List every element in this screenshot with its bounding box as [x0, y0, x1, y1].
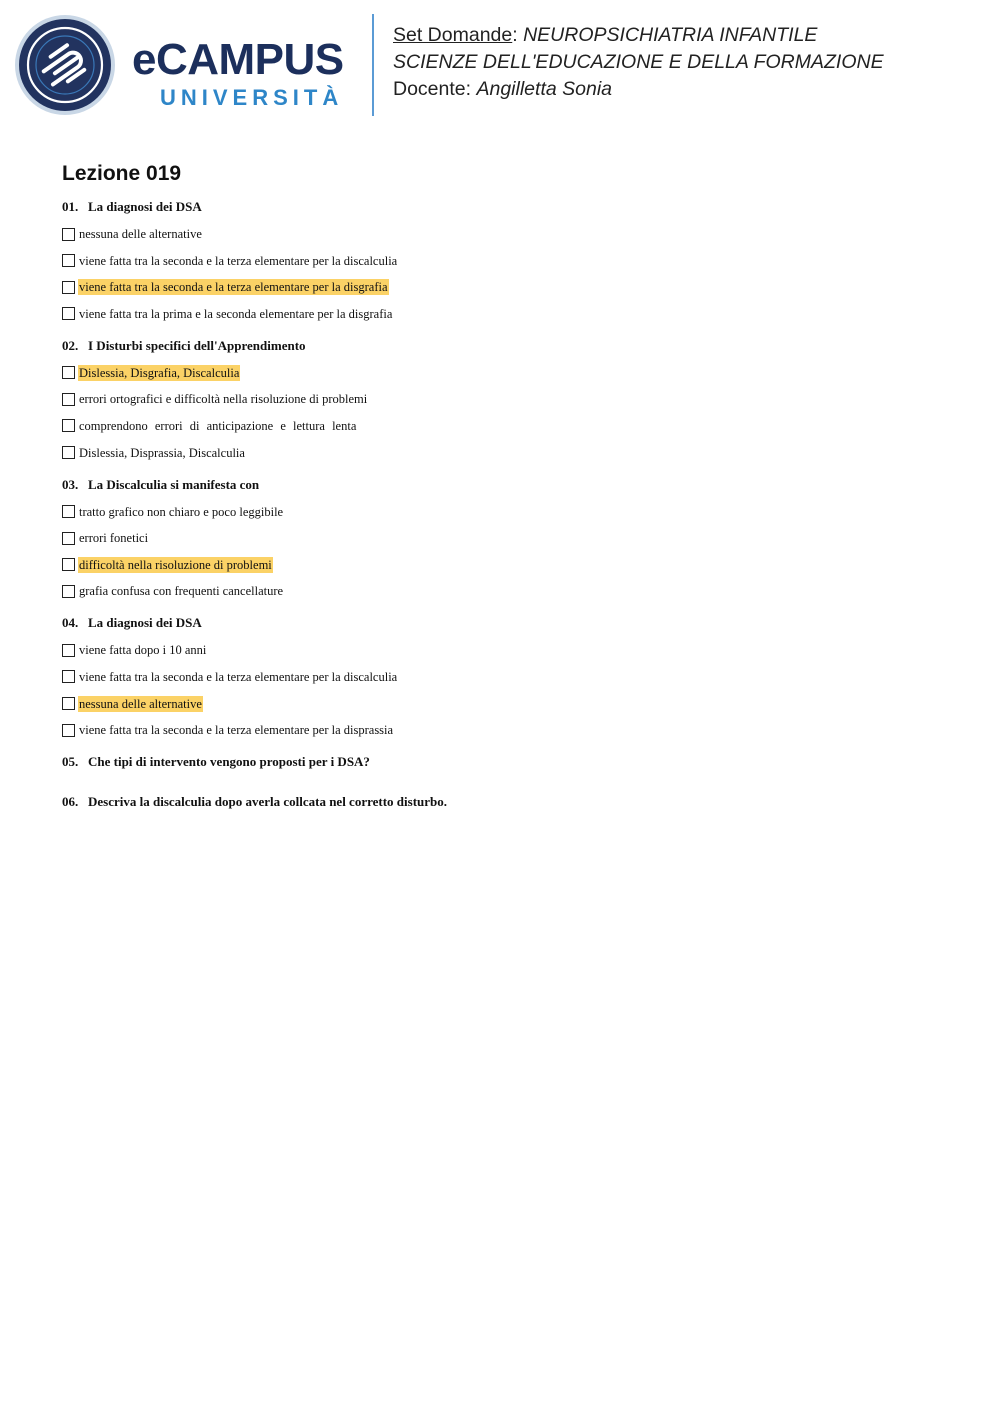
teacher-name: Angilletta Sonia: [476, 78, 612, 100]
option-text: viene fatta tra la prima e la seconda elementare per la disgrafia: [79, 306, 393, 321]
option-checkbox[interactable]: [62, 281, 75, 294]
option-text: comprendono errori di anticipazione e lettura lenta: [79, 418, 357, 433]
course-name: NEUROPSICHIATRIA INFANTILE: [523, 24, 818, 46]
question-text: La diagnosi dei DSA: [88, 199, 202, 214]
option-checkbox[interactable]: [62, 532, 75, 545]
answer-option[interactable]: [62, 529, 942, 547]
question-number: 01.: [62, 199, 79, 214]
option-text-highlighted: Dislessia, Disgrafia, Discalculia: [79, 365, 240, 380]
answer-option[interactable]: [62, 444, 942, 462]
open-question-06: [62, 793, 942, 811]
course-info: [393, 22, 884, 103]
option-text: errori ortografici e difficoltà nella risoluzione di problemi: [79, 392, 368, 407]
option-checkbox[interactable]: [62, 697, 75, 710]
answer-option[interactable]: [62, 641, 942, 659]
option-text: nessuna delle alternative: [79, 227, 202, 241]
option-checkbox[interactable]: [62, 585, 75, 598]
question-heading: [62, 476, 942, 494]
question-text: La diagnosi dei DSA: [88, 615, 202, 631]
option-text: Dislessia, Disprassia, Discalculia: [79, 445, 245, 460]
question-01: [62, 198, 942, 323]
answer-option[interactable]: [62, 417, 942, 435]
answer-option-correct[interactable]: [62, 278, 942, 296]
option-text: viene fatta tra la seconda e la terza elementare per la discalculia: [79, 253, 398, 268]
answer-option-correct[interactable]: [62, 695, 942, 713]
option-checkbox[interactable]: [62, 724, 75, 737]
question-text: Che tipi di intervento vengono proposti per i DSA?: [88, 754, 370, 770]
question-heading: [62, 753, 942, 771]
option-text-highlighted: viene fatta tra la seconda e la terza elementare per la disgrafia: [79, 280, 388, 295]
brand-subtitle: UNIVERSITÀ: [160, 85, 344, 110]
teacher-label: Docente:: [393, 78, 472, 100]
question-set: [62, 160, 942, 833]
answer-option[interactable]: [62, 582, 942, 600]
university-wordmark: [132, 35, 344, 110]
option-checkbox[interactable]: [62, 505, 75, 518]
option-checkbox[interactable]: [62, 307, 75, 320]
answer-option[interactable]: [62, 503, 942, 521]
question-heading: [62, 614, 942, 632]
answer-option[interactable]: [62, 225, 942, 243]
page-header: [0, 0, 1000, 130]
question-number: 04.: [62, 615, 79, 631]
option-checkbox[interactable]: [62, 228, 75, 241]
question-heading: [62, 337, 942, 355]
answer-option[interactable]: [62, 668, 942, 686]
question-heading: [62, 793, 942, 811]
course-line: Set Domande: NEUROPSICHIATRIA INFANTILE: [393, 24, 818, 46]
option-checkbox[interactable]: [62, 366, 75, 379]
option-text: viene fatta dopo i 10 anni: [79, 643, 207, 658]
option-checkbox[interactable]: [62, 558, 75, 571]
question-number: 06.: [62, 794, 79, 810]
option-checkbox[interactable]: [62, 254, 75, 267]
question-heading: [62, 198, 942, 216]
question-number: 03.: [62, 476, 79, 492]
brand-name: eCAMPUS: [132, 35, 344, 84]
option-text: viene fatta tra la seconda e la terza elementare per la discalculia: [79, 669, 398, 684]
faculty-name: SCIENZE DELL'EDUCAZIONE E DELLA FORMAZIONE: [393, 51, 884, 73]
option-checkbox[interactable]: [62, 644, 75, 657]
set-label: Set Domande: [393, 24, 513, 46]
header-divider: [372, 14, 374, 116]
option-text: tratto grafico non chiaro e poco leggibile: [79, 504, 284, 519]
option-checkbox[interactable]: [62, 419, 75, 432]
lesson-title: Lezione 019: [62, 162, 182, 185]
option-text: errori fonetici: [79, 531, 149, 546]
answer-option[interactable]: [62, 252, 942, 270]
option-checkbox[interactable]: [62, 446, 75, 459]
question-text: I Disturbi specifici dell'Apprendimento: [88, 337, 306, 353]
open-question-05: [62, 753, 942, 771]
question-text: Descriva la discalculia dopo averla collcata nel corretto disturbo.: [88, 794, 448, 810]
teacher-line: [393, 76, 884, 103]
option-text-highlighted: nessuna delle alternative: [79, 696, 202, 711]
faculty-line: [393, 49, 884, 76]
answer-option[interactable]: [62, 390, 942, 408]
answer-option-correct[interactable]: [62, 364, 942, 382]
option-text-highlighted: difficoltà nella risoluzione di problemi: [79, 557, 272, 572]
question-text: La Discalculia si manifesta con: [88, 476, 260, 492]
option-text: viene fatta tra la seconda e la terza elementare per la disprassia: [79, 723, 394, 738]
option-text: grafia confusa con frequenti cancellature: [79, 584, 284, 599]
question-03: [62, 476, 942, 601]
option-checkbox[interactable]: [62, 670, 75, 683]
option-checkbox[interactable]: [62, 393, 75, 406]
question-number: 05.: [62, 754, 79, 770]
answer-option[interactable]: [62, 721, 942, 739]
question-04: [62, 614, 942, 739]
answer-option[interactable]: [62, 305, 942, 323]
question-02: [62, 337, 942, 462]
question-number: 02.: [62, 337, 79, 353]
answer-option-correct[interactable]: [62, 556, 942, 574]
university-seal-icon: [14, 14, 116, 116]
